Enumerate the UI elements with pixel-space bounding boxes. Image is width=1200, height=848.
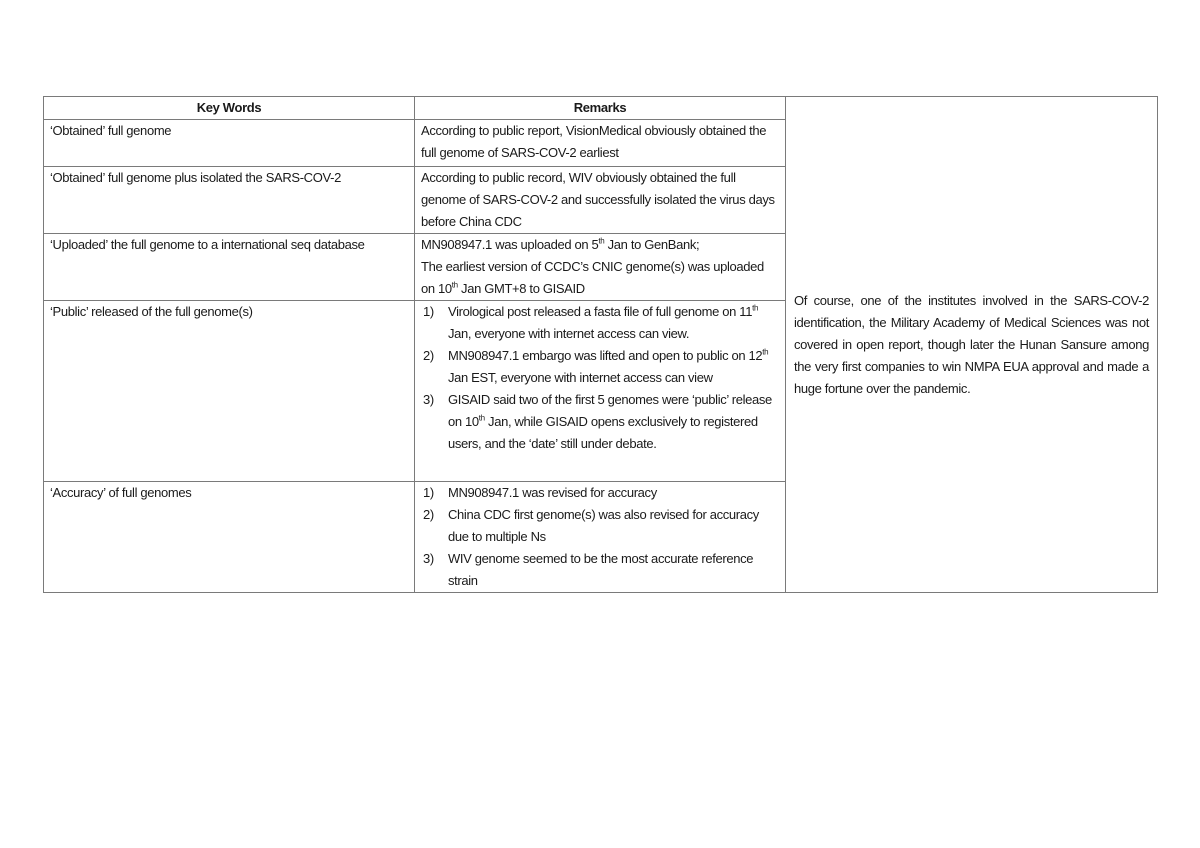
key-cell: ‘Obtained’ full genome plus isolated the SARS-COV-2 <box>44 167 415 234</box>
key-cell: ‘Public’ released of the full genome(s) <box>44 301 415 482</box>
remark-cell <box>415 482 786 593</box>
remark-cell: According to public record, WIV obviously obtained the full genome of SARS-COV-2 and successfully isolated the virus days before China CDC <box>415 167 786 234</box>
remark-cell <box>415 234 786 301</box>
list-item: 3) GISAID said two of the first 5 genomes were ‘public’ release on 10th Jan, while GISAID opens exclusively to registered users, and the ‘date’ still under debate. <box>423 392 772 451</box>
key-cell: ‘Uploaded’ the full genome to a international seq database <box>44 234 415 301</box>
side-note: Of course, one of the institutes involved in the SARS-COV-2 identification, the Military Academy of Medical Sciences was not covered in open report, though later the Hunan Sansure among the very first companies to win NMPA EUA approval and made a huge fortune over the pandemic. <box>786 97 1158 593</box>
remark-cell <box>415 301 786 482</box>
key-cell: ‘Obtained’ full genome <box>44 120 415 167</box>
remark-list <box>421 301 779 455</box>
key-cell: ‘Accuracy’ of full genomes <box>44 482 415 593</box>
list-item: 1) MN908947.1 was revised for accuracy <box>423 485 657 500</box>
header-key-words: Key Words <box>44 97 415 120</box>
remark-line: MN908947.1 was uploaded on 5th Jan to GenBank; <box>421 236 700 252</box>
table-header-row <box>44 97 1158 120</box>
list-item: 3) WIV genome seemed to be the most accurate reference strain <box>423 551 754 588</box>
list-item: 2) China CDC first genome(s) was also revised for accuracy due to multiple Ns <box>423 507 759 544</box>
genome-key-words-table <box>43 96 1158 593</box>
remark-cell: According to public report, VisionMedical obviously obtained the full genome of SARS-COV-2 earliest <box>415 120 786 167</box>
list-item: 2) MN908947.1 embargo was lifted and open to public on 12th Jan EST, everyone with internet access can view <box>423 347 769 385</box>
list-item: 1) Virological post released a fasta file of full genome on 11th Jan, everyone with internet access can view. <box>423 303 759 341</box>
remark-list <box>421 482 779 592</box>
header-remarks: Remarks <box>415 97 786 120</box>
remark-line: The earliest version of CCDC’s CNIC genome(s) was uploaded on 10th Jan GMT+8 to GISAID <box>421 259 764 296</box>
